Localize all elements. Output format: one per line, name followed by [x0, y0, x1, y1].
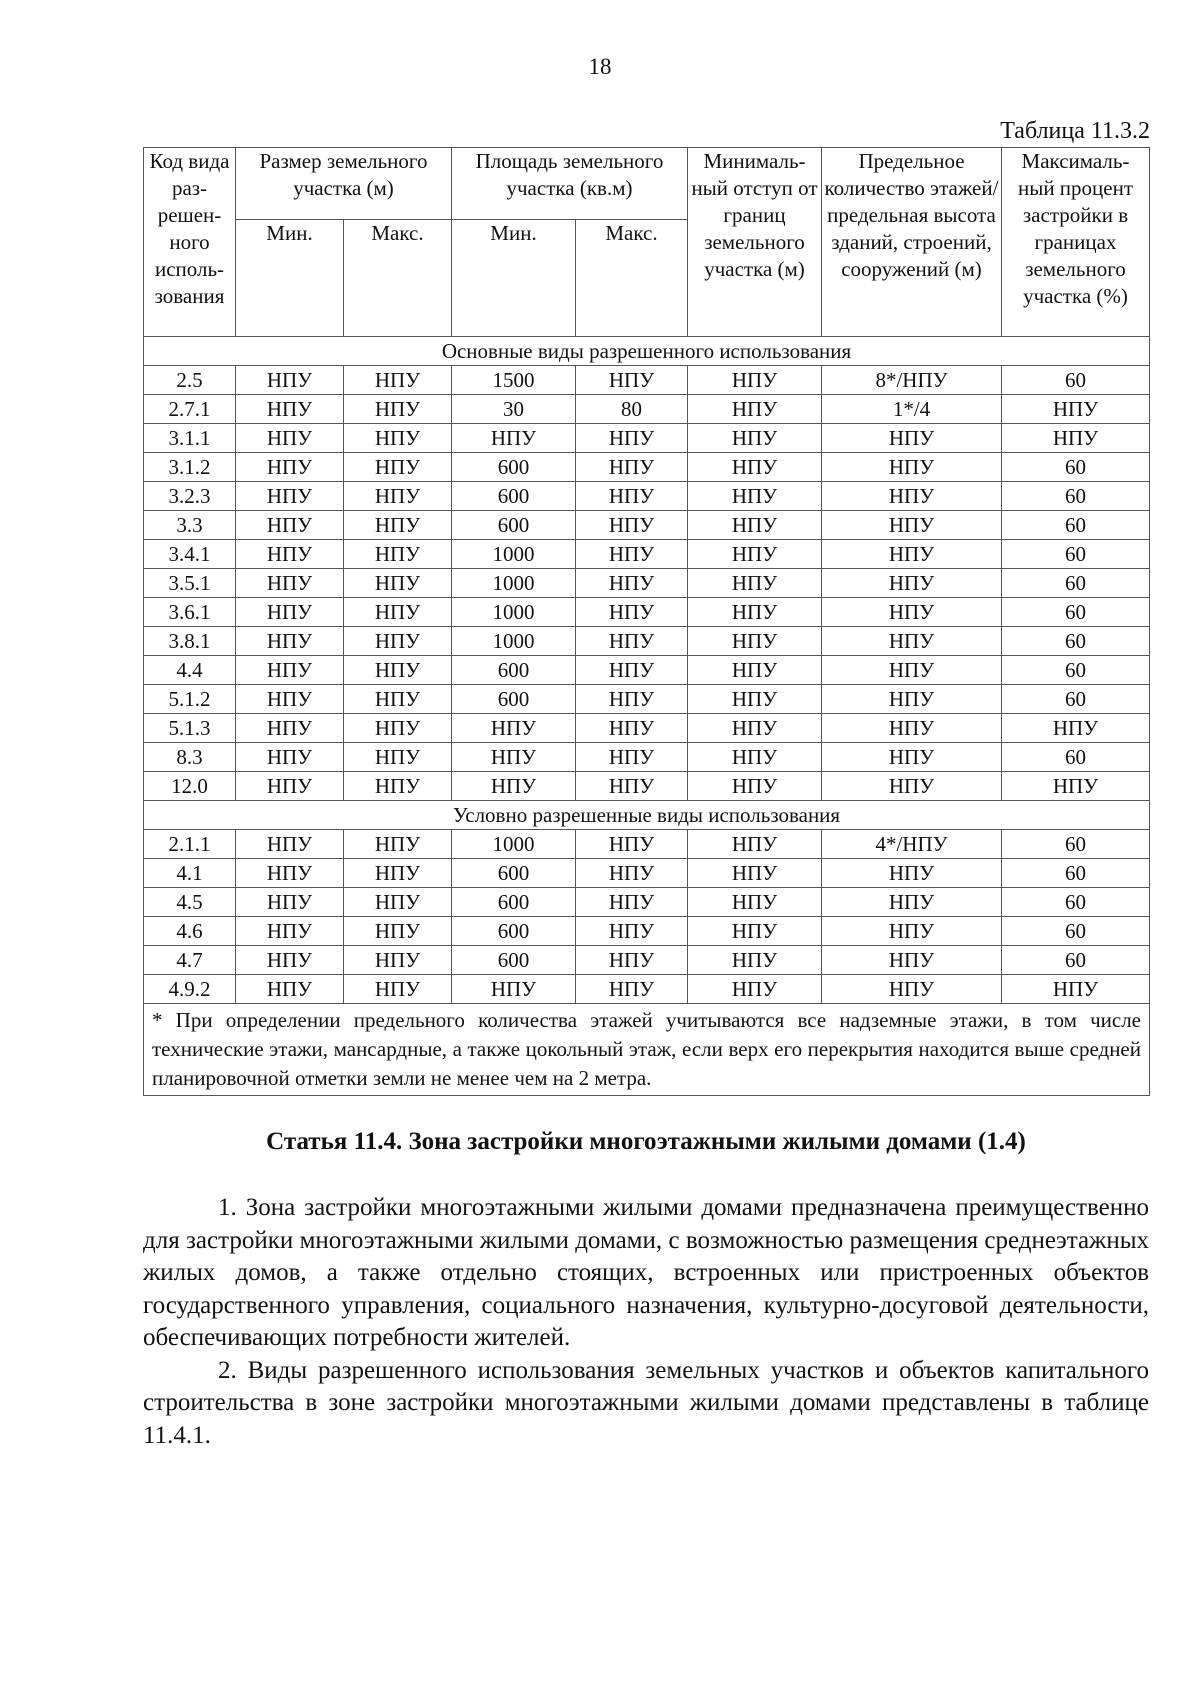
table-cell: 4*/НПУ	[822, 830, 1002, 859]
table-cell: НПУ	[344, 395, 452, 424]
use-code-cell: 4.7	[144, 946, 236, 975]
table-cell: НПУ	[822, 772, 1002, 801]
table-row	[144, 395, 1150, 424]
table-cell: НПУ	[576, 627, 688, 656]
table-cell: НПУ	[688, 569, 822, 598]
table-cell: НПУ	[1002, 395, 1150, 424]
table-row	[144, 859, 1150, 888]
table-cell: 60	[1002, 598, 1150, 627]
table-row	[144, 482, 1150, 511]
table-cell: НПУ	[688, 830, 822, 859]
table-cell: 600	[452, 888, 576, 917]
use-code-cell: 2.5	[144, 366, 236, 395]
table-cell: НПУ	[688, 482, 822, 511]
header-code: Код вида раз-решен-ного исполь-зования	[144, 148, 236, 337]
table-cell: НПУ	[452, 772, 576, 801]
table-cell: НПУ	[688, 366, 822, 395]
table-cell: НПУ	[236, 946, 344, 975]
table-cell: 600	[452, 453, 576, 482]
use-code-cell: 4.9.2	[144, 975, 236, 1004]
table-cell: НПУ	[822, 685, 1002, 714]
table-cell: НПУ	[688, 540, 822, 569]
table-cell: 1000	[452, 540, 576, 569]
table-cell: НПУ	[344, 975, 452, 1004]
table-cell: НПУ	[822, 917, 1002, 946]
table-cell: НПУ	[822, 627, 1002, 656]
use-code-cell: 3.6.1	[144, 598, 236, 627]
table-cell: НПУ	[344, 482, 452, 511]
table-row	[144, 598, 1150, 627]
header-size-min: Мин.	[236, 220, 344, 337]
table-cell: НПУ	[688, 772, 822, 801]
table-cell: 60	[1002, 453, 1150, 482]
table-cell: НПУ	[688, 859, 822, 888]
use-code-cell: 3.8.1	[144, 627, 236, 656]
table-cell: НПУ	[822, 598, 1002, 627]
header-area-min: Мин.	[452, 220, 576, 337]
table-cell: НПУ	[822, 569, 1002, 598]
table-cell: 80	[576, 395, 688, 424]
table-cell: НПУ	[236, 424, 344, 453]
header-coverage: Максималь-ный процент застройки в границах земельного участка (%)	[1002, 148, 1150, 337]
table-cell: НПУ	[344, 859, 452, 888]
table-cell: НПУ	[576, 366, 688, 395]
use-code-cell: 3.5.1	[144, 569, 236, 598]
table-row	[144, 743, 1150, 772]
table-cell: 60	[1002, 656, 1150, 685]
table-cell: НПУ	[688, 917, 822, 946]
table-cell: НПУ	[1002, 772, 1150, 801]
use-code-cell: 5.1.3	[144, 714, 236, 743]
table-cell: НПУ	[822, 424, 1002, 453]
table-cell: НПУ	[822, 743, 1002, 772]
header-plot-area: Площадь земельного участка (кв.м)	[452, 148, 688, 220]
table-cell: НПУ	[576, 714, 688, 743]
header-area-max: Макс.	[576, 220, 688, 337]
table-row	[144, 627, 1150, 656]
table-row	[144, 975, 1150, 1004]
table-footnote: * При определении предельного количества этажей учитываются все надземные этажи, в том числе технические этажи, мансардные, а также цокольный этаж, если верх его перекрытия находится выше средней планировочной отметки земли не менее чем на 2 метра.	[144, 1004, 1150, 1096]
table-cell: НПУ	[576, 888, 688, 917]
table-cell: НПУ	[576, 685, 688, 714]
table-cell: НПУ	[344, 656, 452, 685]
table-cell: НПУ	[576, 946, 688, 975]
table-cell: НПУ	[576, 859, 688, 888]
table-cell: 60	[1002, 859, 1150, 888]
table-cell: НПУ	[344, 743, 452, 772]
use-code-cell: 3.3	[144, 511, 236, 540]
table-cell: НПУ	[236, 859, 344, 888]
table-cell: НПУ	[236, 540, 344, 569]
table-cell: НПУ	[576, 917, 688, 946]
table-cell: НПУ	[452, 743, 576, 772]
table-cell: НПУ	[688, 453, 822, 482]
table-cell: 1000	[452, 598, 576, 627]
table-cell: НПУ	[452, 975, 576, 1004]
table-cell: НПУ	[236, 714, 344, 743]
table-cell: НПУ	[1002, 424, 1150, 453]
table-cell: НПУ	[236, 685, 344, 714]
table-cell: 60	[1002, 743, 1150, 772]
table-cell: 60	[1002, 569, 1150, 598]
table-cell: НПУ	[576, 743, 688, 772]
page-number: 18	[588, 54, 612, 79]
table-cell: НПУ	[236, 656, 344, 685]
table-cell: 1500	[452, 366, 576, 395]
use-code-cell: 8.3	[144, 743, 236, 772]
use-code-cell: 4.6	[144, 917, 236, 946]
table-cell: НПУ	[236, 627, 344, 656]
table-cell: 60	[1002, 627, 1150, 656]
table-row	[144, 511, 1150, 540]
table-cell: 60	[1002, 511, 1150, 540]
table-cell: 600	[452, 685, 576, 714]
table-cell: НПУ	[576, 453, 688, 482]
use-code-cell: 12.0	[144, 772, 236, 801]
header-size-max: Макс.	[344, 220, 452, 337]
table-cell: НПУ	[344, 917, 452, 946]
table-cell: НПУ	[688, 743, 822, 772]
table-cell: НПУ	[688, 424, 822, 453]
table-cell: НПУ	[344, 946, 452, 975]
table-row	[144, 424, 1150, 453]
table-cell: НПУ	[688, 627, 822, 656]
table-cell: НПУ	[344, 569, 452, 598]
section-conditional-uses: Условно разрешенные виды использования	[144, 801, 1150, 830]
table-cell: 1000	[452, 627, 576, 656]
table-cell: НПУ	[822, 453, 1002, 482]
table-cell: НПУ	[576, 830, 688, 859]
table-cell: НПУ	[344, 830, 452, 859]
table-cell: НПУ	[236, 598, 344, 627]
use-code-cell: 5.1.2	[144, 685, 236, 714]
section-main-uses: Основные виды разрешенного использования	[144, 337, 1150, 366]
table-cell: НПУ	[236, 511, 344, 540]
table-cell: НПУ	[344, 424, 452, 453]
table-cell: НПУ	[344, 714, 452, 743]
table-cell: 600	[452, 482, 576, 511]
use-code-cell: 3.1.2	[144, 453, 236, 482]
use-code-cell: 4.1	[144, 859, 236, 888]
table-cell: НПУ	[822, 946, 1002, 975]
table-cell: НПУ	[576, 511, 688, 540]
table-cell: НПУ	[822, 888, 1002, 917]
article-body	[143, 1192, 1149, 1452]
land-use-table	[143, 147, 1150, 1096]
table-cell: НПУ	[576, 772, 688, 801]
table-cell: НПУ	[688, 685, 822, 714]
table-cell: НПУ	[344, 685, 452, 714]
main-uses-body	[144, 337, 1150, 801]
table-cell: НПУ	[822, 482, 1002, 511]
table-cell: 1000	[452, 569, 576, 598]
table-row	[144, 830, 1150, 859]
table-cell: НПУ	[822, 540, 1002, 569]
table-cell: 600	[452, 511, 576, 540]
table-row	[144, 656, 1150, 685]
table-cell: НПУ	[236, 366, 344, 395]
table-cell: НПУ	[236, 482, 344, 511]
table-cell: НПУ	[344, 511, 452, 540]
table-cell: НПУ	[236, 830, 344, 859]
table-caption: Таблица 11.3.2	[1000, 118, 1150, 144]
table-row	[144, 540, 1150, 569]
table-cell: НПУ	[344, 453, 452, 482]
table-cell: НПУ	[688, 714, 822, 743]
table-cell: 60	[1002, 830, 1150, 859]
table-cell: НПУ	[576, 569, 688, 598]
table-cell: 1000	[452, 830, 576, 859]
table-row	[144, 685, 1150, 714]
table-row	[144, 946, 1150, 975]
table-cell: 600	[452, 946, 576, 975]
table-cell: 600	[452, 656, 576, 685]
header-plot-size: Размер земельного участка (м)	[236, 148, 452, 220]
table-cell: 600	[452, 917, 576, 946]
table-cell: НПУ	[344, 772, 452, 801]
table-cell: НПУ	[344, 366, 452, 395]
table-row	[144, 888, 1150, 917]
table-cell: НПУ	[1002, 975, 1150, 1004]
table-cell: НПУ	[236, 569, 344, 598]
table-cell: 60	[1002, 946, 1150, 975]
conditional-uses-body	[144, 801, 1150, 1004]
article-paragraph: 2. Виды разрешенного использования земельных участков и объектов капитального строительства в зоне застройки многоэтажными жилыми домами представлены в таблице 11.4.1.	[143, 1356, 1149, 1449]
table-cell: НПУ	[576, 656, 688, 685]
table-cell: НПУ	[344, 540, 452, 569]
table-cell: НПУ	[822, 714, 1002, 743]
use-code-cell: 3.4.1	[144, 540, 236, 569]
table-cell: 8*/НПУ	[822, 366, 1002, 395]
table-cell: НПУ	[688, 511, 822, 540]
table-cell: НПУ	[236, 917, 344, 946]
use-code-cell: 3.1.1	[144, 424, 236, 453]
use-code-cell: 2.1.1	[144, 830, 236, 859]
table-cell: 60	[1002, 540, 1150, 569]
table-cell: НПУ	[822, 975, 1002, 1004]
table-cell: 1*/4	[822, 395, 1002, 424]
table-cell: НПУ	[688, 946, 822, 975]
table-row	[144, 453, 1150, 482]
table-cell: НПУ	[822, 859, 1002, 888]
table-cell: НПУ	[344, 888, 452, 917]
table-cell: НПУ	[344, 598, 452, 627]
table-cell: НПУ	[576, 975, 688, 1004]
table-cell: НПУ	[236, 453, 344, 482]
use-code-cell: 4.5	[144, 888, 236, 917]
header-setback: Минималь-ный отступ от границ земельного участка (м)	[688, 148, 822, 337]
table-cell: НПУ	[576, 540, 688, 569]
table-row	[144, 366, 1150, 395]
table-cell: 30	[452, 395, 576, 424]
table-cell: НПУ	[688, 975, 822, 1004]
table-cell: НПУ	[452, 424, 576, 453]
table-cell: НПУ	[576, 482, 688, 511]
use-code-cell: 2.7.1	[144, 395, 236, 424]
table-cell: НПУ	[236, 772, 344, 801]
table-cell: НПУ	[576, 598, 688, 627]
table-cell: НПУ	[236, 395, 344, 424]
use-code-cell: 4.4	[144, 656, 236, 685]
table-cell: НПУ	[822, 656, 1002, 685]
table-cell: 60	[1002, 482, 1150, 511]
table-cell: НПУ	[1002, 714, 1150, 743]
table-cell: 60	[1002, 685, 1150, 714]
table-row	[144, 714, 1150, 743]
table-cell: 600	[452, 859, 576, 888]
table-cell: НПУ	[688, 395, 822, 424]
table-row	[144, 772, 1150, 801]
table-cell: НПУ	[452, 714, 576, 743]
table-cell: НПУ	[688, 656, 822, 685]
table-cell: НПУ	[344, 627, 452, 656]
table-cell: 60	[1002, 917, 1150, 946]
table-cell: НПУ	[236, 975, 344, 1004]
use-code-cell: 3.2.3	[144, 482, 236, 511]
header-floors: Предельное количество этажей/ предельная высота зданий, строений, сооружений (м)	[822, 148, 1002, 337]
article-heading: Статья 11.4. Зона застройки многоэтажными жилыми домами (1.4)	[266, 1128, 1026, 1155]
table-cell: 60	[1002, 366, 1150, 395]
table-cell: НПУ	[688, 598, 822, 627]
table-cell: 60	[1002, 888, 1150, 917]
article-paragraph: 1. Зона застройки многоэтажными жилыми домами предназначена преимущественно для застройки многоэтажными жилыми домами, с возможностью размещения среднеэтажных жилых домов, а также отдельно стоящих, встроенных или пристроенных объектов государственного управления, социального назначения, культурно-досуговой деятельности, обеспечивающих потребности жителей.	[143, 1194, 1149, 1351]
table-row	[144, 917, 1150, 946]
table-cell: НПУ	[236, 743, 344, 772]
table-row	[144, 569, 1150, 598]
table-cell: НПУ	[236, 888, 344, 917]
table-cell: НПУ	[688, 888, 822, 917]
table-cell: НПУ	[822, 511, 1002, 540]
table-cell: НПУ	[576, 424, 688, 453]
